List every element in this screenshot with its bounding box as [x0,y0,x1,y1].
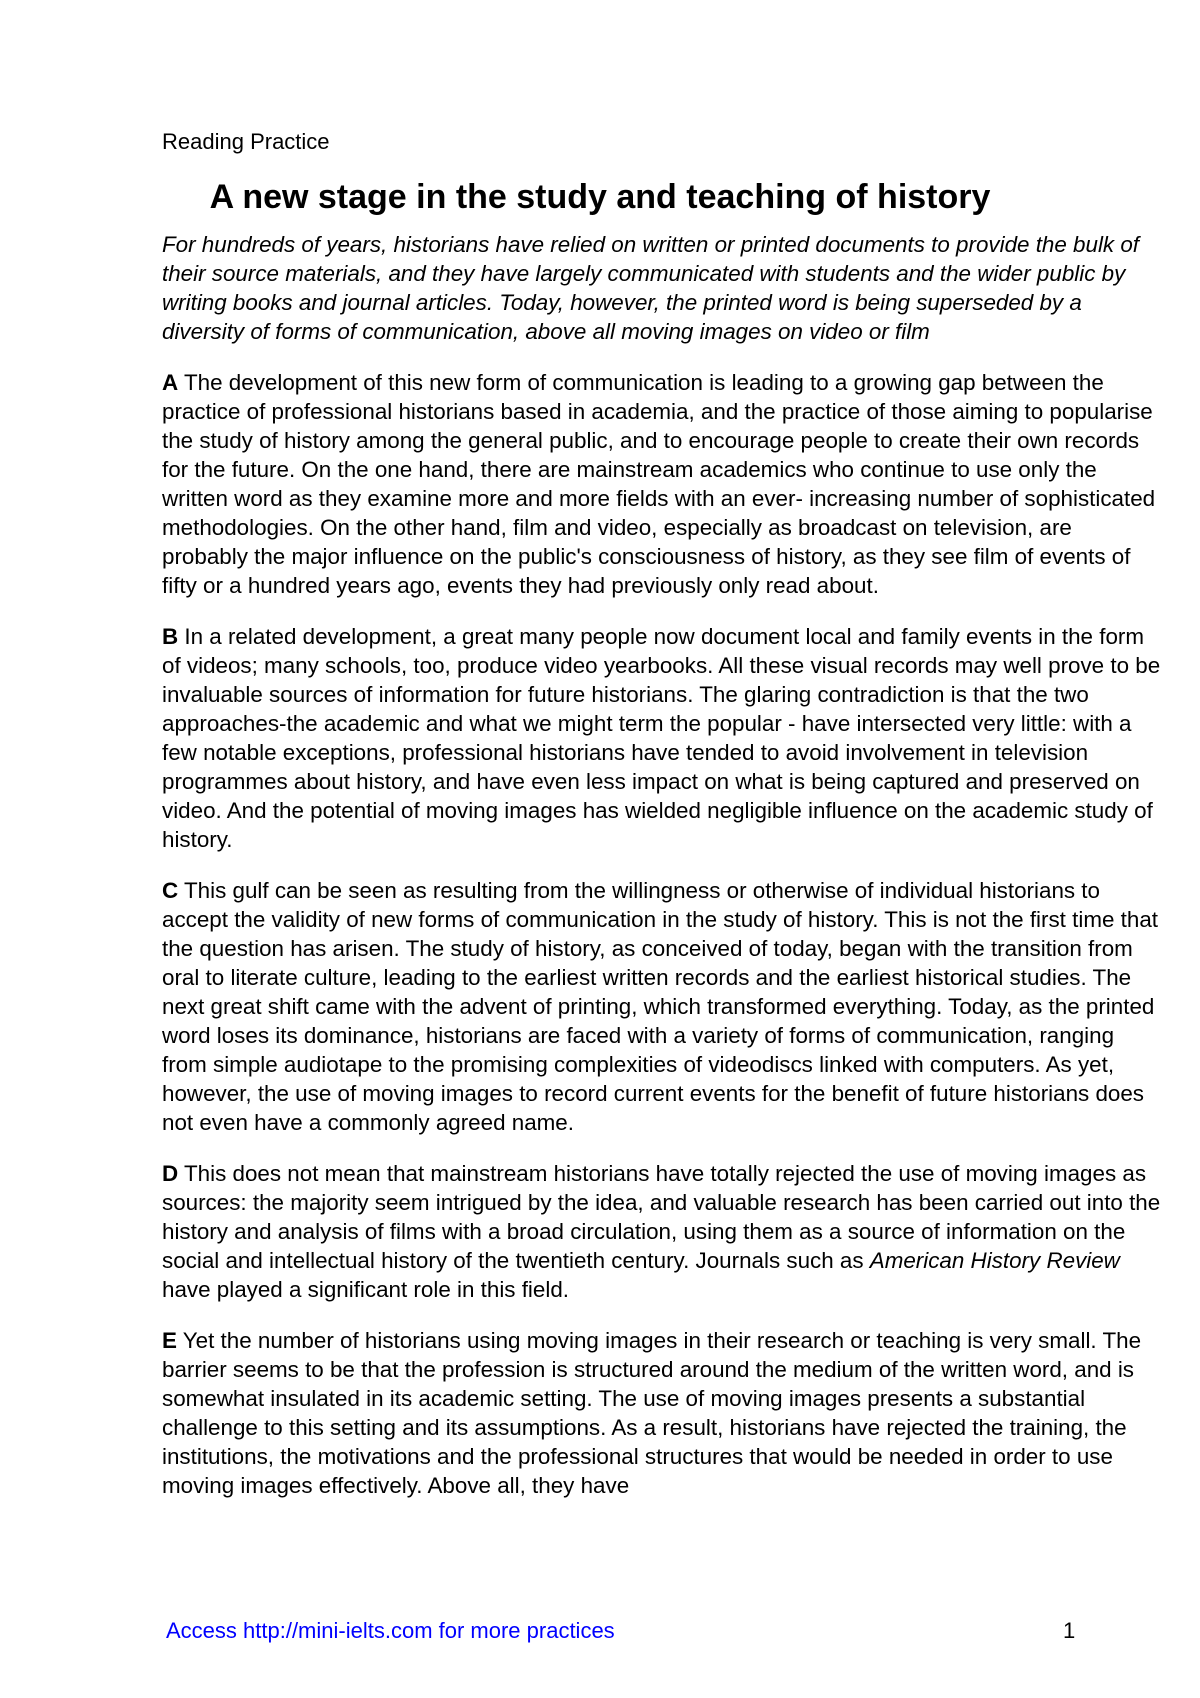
paragraph-text: have played a significant role in this field. [162,1277,570,1302]
paragraph-text: This does not mean that mainstream historians have totally rejected the use of moving images as sources: the majority seem intrigued by the idea, and valuable research has been carried out into the history and analysis of films with a broad circulation, using them as a source of information on the social and intellectual history of the twentieth century. Journals such as [162,1161,1161,1273]
paragraph-letter: D [162,1161,179,1186]
footer-link[interactable]: Access http://mini-ielts.com for more practices [166,1618,615,1643]
paragraph-a [162,368,1162,600]
paragraph-c [162,876,1162,1137]
paragraph-b [162,622,1162,854]
paragraph-letter: A [162,370,179,395]
paragraph-letter: C [162,878,179,903]
article-body [162,230,1162,1522]
paragraph-text: Yet the number of historians using moving images in their research or teaching is very small. The barrier seems to be that the profession is structured around the medium of the written word, and is somewhat insulated in its academic setting. The use of moving images presents a substantial challenge to this setting and its assumptions. As a result, historians have rejected the training, the institutions, the motivations and the professional structures that would be needed in order to use moving images effectively. Above all, they have [162,1328,1142,1498]
paragraph-text: The development of this new form of communication is leading to a growing gap between the practice of professional historians based in academia, and the practice of those aiming to popularise the study of history among the general public, and to encourage people to create their own records for the future. On the one hand, there are mainstream academics who continue to use only the written word as they examine more and more fields with an ever- increasing number of sophisticated methodologies. On the other hand, film and video, especially as broadcast on television, are probably the major influence on the public's consciousness of history, as they see film of events of fifty or a hundred years ago, events they had previously only read about. [162,370,1156,598]
paragraph-letter: E [162,1328,177,1353]
paragraph-text: This gulf can be seen as resulting from the willingness or otherwise of individual historians to accept the validity of new forms of communication in the study of history. This is not the first time that the question has arisen. The study of history, as conceived of today, began with the transition from oral to literate culture, leading to the earliest written records and the earliest historical studies. The next great shift came with the advent of printing, which transformed everything. Today, as the printed word loses its dominance, historians are faced with a variety of forms of communication, ranging from simple audiotape to the promising complexities of videodiscs linked with computers. As yet, however, the use of moving images to record current events for the benefit of future historians does not even have a commonly agreed name. [162,878,1158,1135]
paragraph-d [162,1159,1162,1304]
header-label: Reading Practice [162,129,330,154]
page-number: 1 [1063,1618,1076,1643]
journal-title: American History Review [869,1248,1120,1273]
paragraph-letter: B [162,624,179,649]
paragraph-text: In a related development, a great many people now document local and family events in the form of videos; many schools, too, produce video yearbooks. All these visual records may well prove to be invaluable sources of information for future historians. The glaring contradiction is that the two approaches-the academic and what we might term the popular - have intersected very little: with a few notable exceptions, professional historians have tended to avoid involvement in television programmes about history, and have even less impact on what is being captured and preserved on video. And the potential of moving images has wielded negligible influence on the academic study of history. [162,624,1161,852]
page-title: A new stage in the study and teaching of history [209,178,991,216]
intro-paragraph: For hundreds of years, historians have relied on written or printed documents to provide the bulk of their source materials, and they have largely communicated with students and the wider public by writing books and journal articles. Today, however, the printed word is being superseded by a diversity of forms of communication, above all moving images on video or film [162,232,1140,344]
paragraph-e [162,1326,1162,1500]
